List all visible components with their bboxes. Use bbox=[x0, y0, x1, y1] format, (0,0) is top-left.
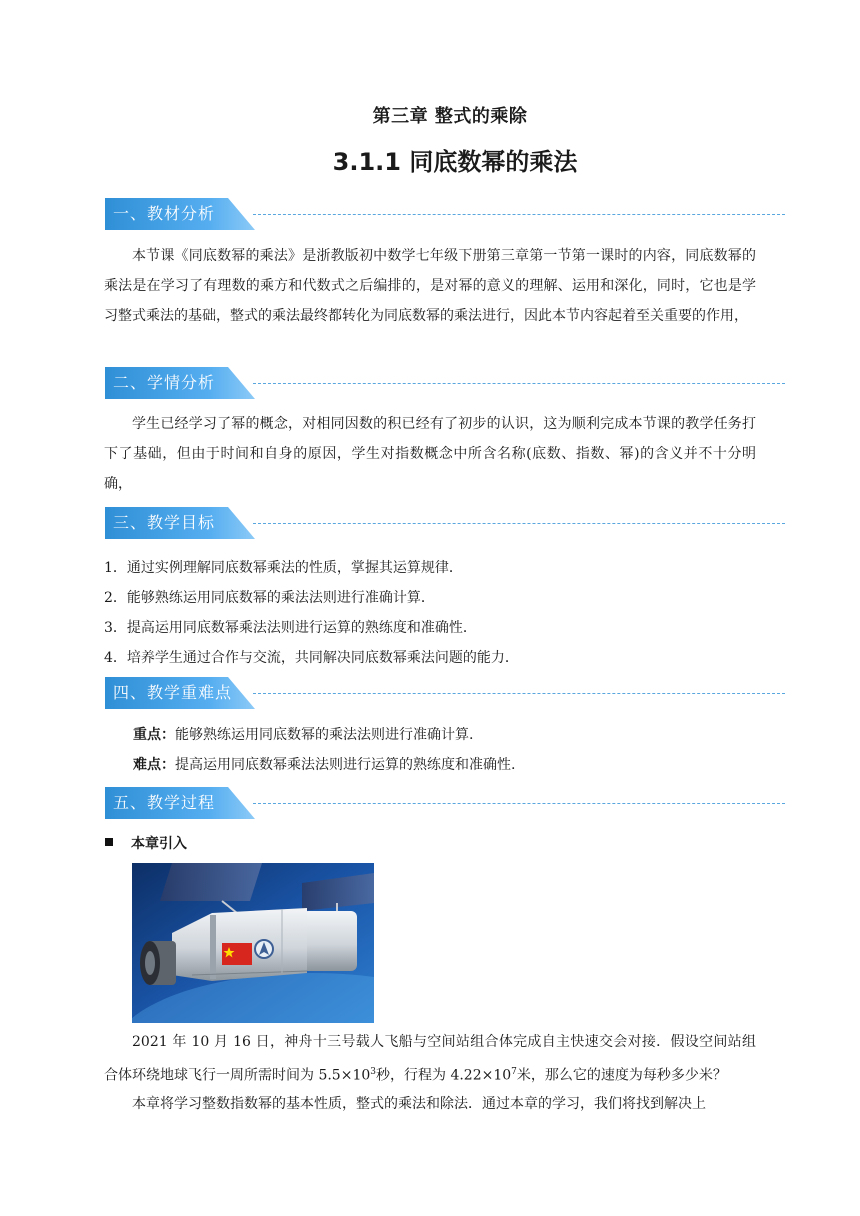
difficulty-label: 难点： bbox=[133, 757, 175, 773]
section-header-teaching-process bbox=[105, 787, 785, 819]
story-text: 米，那么它的速度为每秒多少米？ bbox=[516, 1067, 727, 1084]
story-exponent: 7 bbox=[511, 1067, 517, 1077]
focus-point bbox=[133, 725, 753, 745]
difficulty-point bbox=[133, 755, 753, 775]
section-header-key-difficult-points bbox=[105, 677, 785, 709]
chapter-intro-bullet bbox=[105, 834, 187, 854]
section-header-label: 二、学情分析 bbox=[113, 373, 216, 392]
focus-text: 能够熟练运用同底数幂的乘法法则进行准确计算. bbox=[175, 727, 474, 743]
story-text: 秒，行程为 4.22×10 bbox=[376, 1067, 512, 1084]
space-station-image bbox=[132, 863, 374, 1023]
square-bullet-icon bbox=[105, 838, 113, 846]
objective-item: 1．通过实例理解同底数幂乘法的性质，掌握其运算规律． bbox=[104, 560, 463, 576]
objective-item: 3．提高运用同底数幂乘法法则进行运算的熟练度和准确性． bbox=[104, 620, 477, 636]
dashed-divider bbox=[253, 214, 785, 215]
section-title: 3.1.1 同底数幂的乘法 bbox=[332, 148, 578, 176]
section-header-student-analysis bbox=[105, 367, 785, 399]
dashed-divider bbox=[253, 803, 785, 804]
section-header-label: 五、教学过程 bbox=[113, 793, 216, 812]
dashed-divider bbox=[253, 383, 785, 384]
textbook-analysis-paragraph: 本节课《同底数幂的乘法》是浙教版初中数学七年级下册第三章第一节第一课时的内容，同底数幂的乘法是在学习了有理数的乘方和代数式之后编排的，是对幂的意义的理解、运用和深化，同时，它也是学习整式乘法的基础，整式的乘法最终都转化为同底数幂的乘法进行，因此本节内容起着至关重要的作用， bbox=[104, 248, 756, 324]
bullet-title: 本章引入 bbox=[131, 836, 187, 852]
dashed-divider bbox=[253, 523, 785, 524]
focus-label: 重点： bbox=[133, 727, 175, 743]
objective-item: 2．能够熟练运用同底数幂的乘法法则进行准确计算． bbox=[104, 590, 435, 606]
objective-item: 4．培养学生通过合作与交流，共同解决同底数幂乘法问题的能力． bbox=[104, 650, 519, 666]
story-exponent: 3 bbox=[370, 1067, 376, 1077]
chapter-title: 第三章 整式的乘除 bbox=[372, 106, 528, 127]
story-text: 2021 年 10 月 16 日，神舟十三号载人飞船与空间站组合体完成自主快速交会对接．假设空间站组合体环绕地球飞行一周所需时间为 5.5×10 bbox=[104, 1034, 756, 1084]
shenzhou-story-paragraph bbox=[104, 1027, 756, 1091]
dashed-divider bbox=[253, 693, 785, 694]
difficulty-text: 提高运用同底数幂乘法法则进行运算的熟练度和准确性. bbox=[175, 757, 516, 773]
section-header-textbook-analysis bbox=[105, 198, 785, 230]
section-header-label: 四、教学重难点 bbox=[113, 683, 233, 702]
section-header-label: 三、教学目标 bbox=[113, 513, 216, 532]
section-header-label: 一、教材分析 bbox=[113, 204, 216, 223]
student-analysis-paragraph: 学生已经学习了幂的概念，对相同因数的积已经有了初步的认识，这为顺利完成本节课的教学任务打下了基础，但由于时间和自身的原因，学生对指数概念中所含名称(底数、指数、幂)的含义并不十分明确， bbox=[104, 416, 756, 492]
chapter-intro-paragraph: 本章将学习整数指数幂的基本性质，整式的乘法和除法．通过本章的学习，我们将找到解决上 bbox=[132, 1096, 706, 1112]
section-header-teaching-objectives bbox=[105, 507, 785, 539]
